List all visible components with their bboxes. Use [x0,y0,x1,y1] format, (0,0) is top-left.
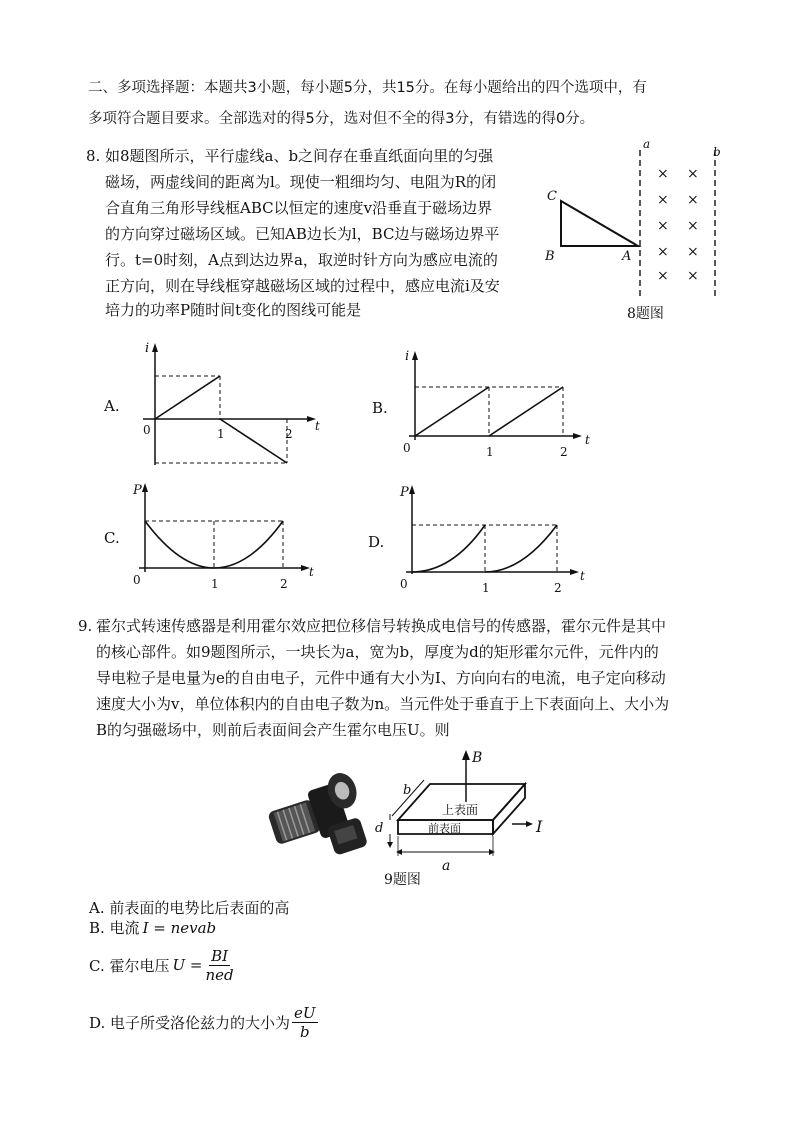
q9-option-d [89,1000,318,1044]
front-surface-label: 前表面 [428,822,461,835]
top-surface-label: 上表面 [442,803,479,817]
field-x-mark: × [687,218,699,234]
vertex-b-label: B [545,249,555,264]
q8-text-line6: 正方向，则在导线框穿越磁场区域的过程中，感应电流i及安 [105,277,500,295]
q8-text-line3: 合直角三角形导线框ABC以恒定的速度v沿垂直于磁场边界 [105,199,493,217]
tick-label: 2 [560,445,568,459]
current-i-label: I [536,817,543,836]
boundary-a-label: a [643,138,651,151]
triangle-frame-abc [561,201,638,246]
field-x-mark: × [657,218,669,234]
option-c-graph [125,480,325,595]
q8-number: 8. [86,147,101,165]
tick-label: 0 [143,423,151,437]
axis-y-label: i [405,349,410,364]
axis-y-label: P [400,485,409,500]
q9-text-line4: 速度大小为v，单位体积内的自由电子数为n。当元件处于垂直于上下表面向上、大小为 [96,695,670,713]
field-x-mark: × [687,192,699,208]
tick-label: 0 [403,441,411,455]
option-c-letter: C. [104,529,120,547]
field-x-mark: × [657,244,669,260]
option-d-letter: D. [368,533,385,551]
option-d-graph [392,482,592,597]
q8-text-line4: 的方向穿过磁场区域。已知AB边长为l，BC边与磁场边界平 [105,225,500,243]
q9-number: 9. [78,617,93,635]
section-header-line1: 二、多项选择题：本题共3小题，每小题5分，共15分。在每小题给出的四个选项中，有 [88,80,647,96]
axis-x-label: t [580,569,585,583]
q9-text-line1: 霍尔式转速传感器是利用霍尔效应把位移信号转换成电信号的传感器，霍尔元件是其中 [96,617,667,635]
axis-x-label: t [585,433,590,447]
field-x-mark: × [687,268,699,284]
option-a-graph [135,340,325,475]
q8-text-line5: 行。t=0时刻，A点到达边界a，取逆时针方向为感应电流的 [105,251,498,269]
q9-option-c [89,944,234,986]
q9-option-c-var: U = [172,956,203,974]
q9-option-b [89,918,216,938]
tick-label: 2 [280,577,288,591]
axis-x-label: t [315,419,320,433]
tick-label: 2 [285,427,293,441]
fraction-numerator: BI [211,946,229,965]
vertex-a-label: A [622,249,632,264]
tick-label: 1 [211,577,219,591]
q9-text-line3: 导电粒子是电量为e的自由电子，元件中通有大小为I、方向向右的电流，电子定向移动 [96,669,666,687]
q8-figure [535,138,735,328]
field-x-mark: × [657,268,669,284]
q8-text-line7: 培力的功率P随时间t变化的图线可能是 [105,301,362,319]
field-x-mark: × [687,166,699,182]
axis-x-label: t [309,565,314,579]
q9-option-c-text: C. 霍尔电压 [89,956,170,975]
field-x-mark: × [657,192,669,208]
field-x-mark: × [657,166,669,182]
tick-label: 2 [554,581,562,595]
fraction-numerator: eU [294,1003,316,1022]
field-b-label: B [472,750,483,766]
q9-option-d-fraction [292,1004,318,1041]
magnetic-field-marks [657,166,699,284]
option-b-graph [395,348,595,463]
tick-label: 1 [482,581,490,595]
vertex-c-label: C [547,189,557,204]
q9-figure-caption: 9题图 [384,872,421,888]
q9-option-c-fraction [205,947,233,984]
q8-figure-caption: 8题图 [627,306,664,322]
boundary-b-label: b [713,145,721,159]
width-b-label: b [403,783,412,798]
length-a-label: a [442,858,451,874]
tick-label: 1 [486,445,494,459]
section-header-line2: 多项符合题目要求。全部选对的得5分，选对但不全的得3分，有错选的得0分。 [88,111,595,127]
q9-option-a: A. 前表面的电势比后表面的高 [89,899,290,917]
q9-text-line2: 的核心部件。如9题图所示，一块长为a，宽为b，厚度为d的矩形霍尔元件，元件内的 [96,643,659,661]
q9-option-b-formula: I = nevab [142,919,217,937]
thickness-d-label: d [375,821,384,836]
q9-option-b-text: B. 电流 [89,919,140,937]
fraction-denominator: ned [205,965,234,984]
field-x-mark: × [687,244,699,260]
axis-y-label: P [133,483,142,498]
option-a-letter: A. [104,397,120,415]
fraction-denominator: b [299,1022,310,1041]
q9-text-line5: B的匀强磁场中，则前后表面间会产生霍尔电压U。则 [96,721,450,739]
hall-sensor-photo [262,758,382,868]
tick-label: 1 [217,427,225,441]
option-b-letter: B. [372,399,388,417]
q8-text-line2: 磁场，两虚线间的距离为l。现使一粗细均匀、电阻为R的闭 [105,173,497,191]
q8-text-line1: 如8题图所示，平行虚线a、b之间存在垂直纸面向里的匀强 [105,147,494,165]
q9-option-d-text: D. 电子所受洛伦兹力的大小为 [89,1013,291,1032]
tick-label: 0 [400,577,408,591]
tick-label: 0 [133,573,141,587]
axis-y-label: i [145,341,150,356]
